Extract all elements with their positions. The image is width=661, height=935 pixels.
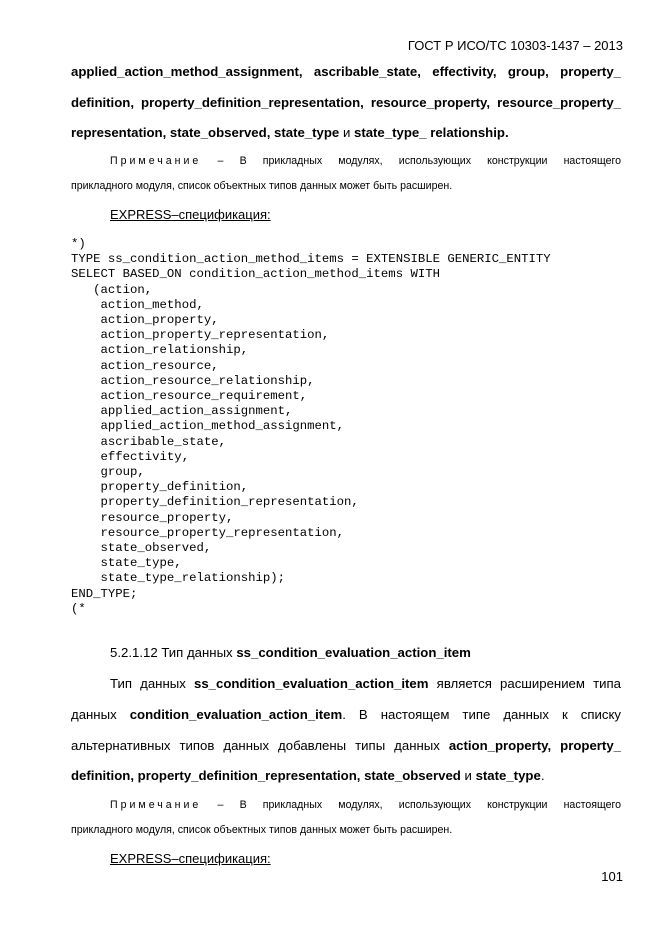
section-type-name: ss_condition_evaluation_action_item bbox=[236, 645, 471, 660]
express-spec-label-2: EXPRESS–спецификация: bbox=[110, 851, 271, 866]
para-l1-c: является расширением типа bbox=[436, 676, 621, 691]
note-1-dash: – bbox=[217, 155, 224, 167]
para-l3-types: action_property, property_ bbox=[448, 738, 621, 753]
note-2-text-1: В прикладных модулях, использующих конструкции настоящего bbox=[239, 799, 621, 811]
para-l4-conj: и bbox=[464, 768, 472, 783]
intro-line-2: definition, property_definition_representation, resource_property, resource_property_ bbox=[71, 95, 621, 110]
para-line-3 bbox=[71, 738, 621, 753]
para-l1-type: ss_condition_evaluation_action_item bbox=[193, 676, 429, 691]
express-code-block: *) TYPE ss_condition_action_method_items = EXTENSIBLE GENERIC_ENTITY SELECT BASED_ON condition_action_method_items WITH (action, action_method, action_property, action_property_representation, action_relationship, action_resource, action_resource_relationship, action_resource_requirement, applied_action_assignment, applied_action_method_assignment, ascribable_state, effectivity, group, property_definition, property_definition_representation, resource_property, resource_property_representation, state_observed, state_type, state_type_relationship); END_TYPE; (* bbox=[71, 237, 551, 616]
para-l2-type: condition_evaluation_action_item bbox=[129, 707, 343, 722]
para-l2-c: . В настоящем типе данных к списку bbox=[342, 707, 621, 722]
para-l2-a: данных bbox=[71, 707, 117, 722]
note-1-line-2: прикладного модуля, список объектных типов данных может быть расширен. bbox=[71, 180, 453, 192]
document-header: ГОСТ Р ИСО/ТС 10303-1437 – 2013 bbox=[407, 38, 623, 53]
note-1-label: Примечание bbox=[110, 155, 202, 167]
express-spec-label-1: EXPRESS–спецификация: bbox=[110, 207, 271, 222]
para-line-4 bbox=[71, 768, 544, 783]
intro-line-1: applied_action_method_assignment, ascribable_state, effectivity, group, property_ bbox=[71, 64, 621, 79]
intro-line-3-conj: и bbox=[342, 125, 351, 140]
intro-line-3-last-term: state_type_ relationship bbox=[353, 125, 505, 140]
para-line-2 bbox=[71, 707, 621, 722]
section-number: 5.2.1.12 Тип данных bbox=[110, 645, 233, 660]
para-line-1 bbox=[110, 676, 621, 691]
section-heading bbox=[110, 645, 471, 660]
intro-line-3-dot: . bbox=[504, 125, 509, 140]
para-l4-last-type: state_type bbox=[475, 768, 541, 783]
para-l3-a: альтернативных типов данных добавлены типы данных bbox=[71, 738, 440, 753]
para-l4-dot: . bbox=[540, 768, 545, 783]
para-l1-a: Тип данных bbox=[110, 676, 186, 691]
intro-line-3-terms: representation, state_observed, state_type bbox=[71, 125, 340, 140]
note-2-line-2: прикладного модуля, список объектных типов данных может быть расширен. bbox=[71, 824, 453, 836]
page-number: 101 bbox=[601, 869, 623, 884]
para-l4-types: definition, property_definition_representation, state_observed bbox=[71, 768, 461, 783]
intro-line-3 bbox=[71, 125, 509, 140]
note-2-dash: – bbox=[217, 799, 224, 811]
note-2-line-1 bbox=[110, 799, 621, 811]
note-2-label: Примечание bbox=[110, 799, 202, 811]
note-1-text-1: В прикладных модулях, использующих конструкции настоящего bbox=[239, 155, 621, 167]
note-1-line-1 bbox=[110, 155, 621, 167]
